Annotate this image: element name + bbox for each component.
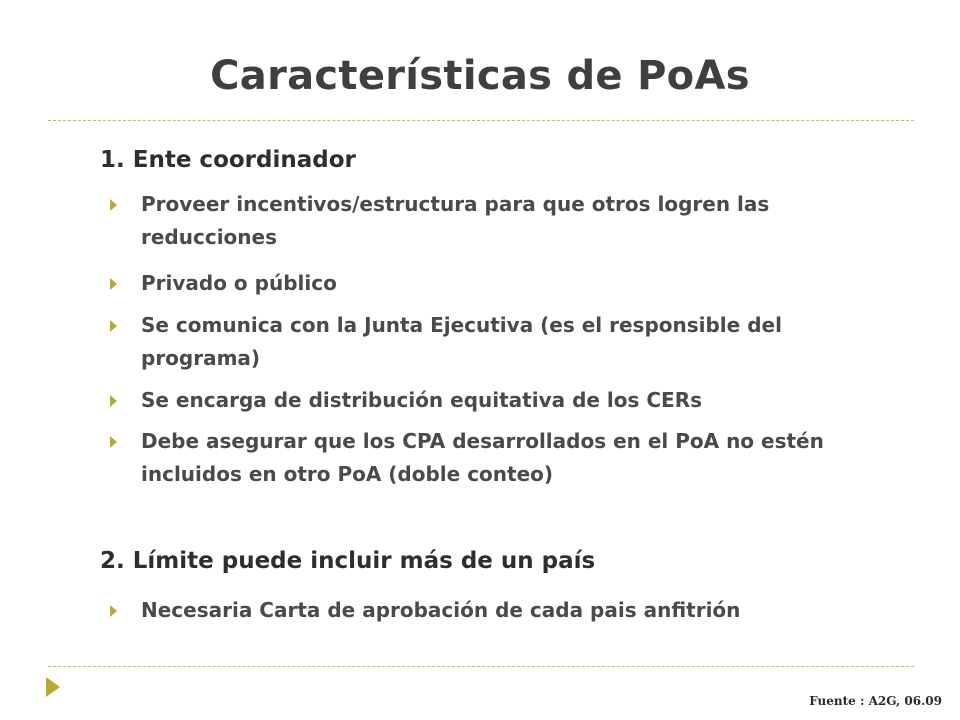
bullet-arrow-icon: [110, 395, 117, 407]
bullet-item: [110, 594, 900, 627]
section-heading-1: 1. Ente coordinador: [100, 147, 356, 173]
bullet-item: [110, 425, 900, 491]
bullet-text: Debe asegurar que los CPA desarrollados en el PoA no estén incluidos en otro PoA (doble conteo): [141, 429, 824, 486]
bullet-text: Se encarga de distribución equitativa de los CERs: [141, 388, 703, 412]
bullet-text: Privado o público: [141, 271, 337, 295]
bullet-arrow-icon: [110, 320, 117, 332]
source-citation: Fuente : A2G, 06.09: [809, 694, 942, 708]
bullet-item: [110, 384, 900, 417]
section-heading-2: 2. Límite puede incluir más de un país: [100, 548, 596, 574]
title-divider: [48, 120, 914, 121]
bullet-arrow-icon: [110, 199, 117, 211]
bullet-arrow-icon: [110, 436, 117, 448]
bullet-item: [110, 267, 900, 300]
slide-title: Características de PoAs: [210, 53, 750, 99]
bullet-item: [110, 188, 900, 254]
footer-divider: [48, 666, 914, 667]
bullet-arrow-icon: [110, 605, 117, 617]
bullet-text: Proveer incentivos/estructura para que otros logren las reducciones: [141, 192, 770, 249]
slide-marker-icon: [46, 677, 60, 697]
bullet-arrow-icon: [110, 278, 117, 290]
bullet-text: Se comunica con la Junta Ejecutiva (es el responsible del programa): [141, 313, 782, 370]
bullet-item: [110, 309, 900, 375]
bullet-text: Necesaria Carta de aprobación de cada pais anfitrión: [141, 598, 741, 622]
